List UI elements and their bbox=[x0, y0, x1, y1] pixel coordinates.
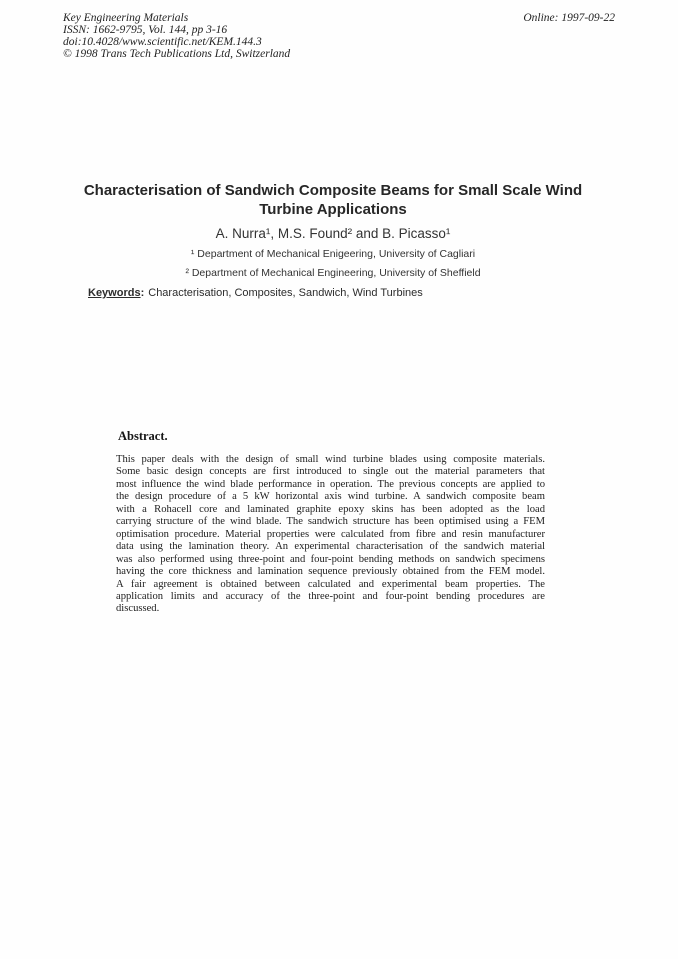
abstract-line: was also performed using three-point and four-point bending methods on sandwich specimens bbox=[116, 553, 545, 565]
abstract-heading: Abstract. bbox=[118, 429, 168, 443]
abstract-line: with a Rohacell core and laminated graphite epoxy skins has been adopted as the load bbox=[116, 503, 545, 515]
abstract-line: This paper deals with the design of small wind turbine blades using composite materials. bbox=[116, 454, 545, 465]
journal-title: Key Engineering Materials bbox=[63, 12, 189, 24]
journal-doi: doi:10.4028/www.scientific.net/KEM.144.3 bbox=[63, 35, 262, 48]
abstract-line: application limits and accuracy of the three-point and four-point bending procedures are bbox=[116, 590, 545, 602]
affiliation-1: ¹ Department of Mechanical Enigeering, University of Cagliari bbox=[190, 248, 476, 260]
abstract-line: carrying structure of the wind blade. The sandwich structure has been optimised using a FEM bbox=[116, 516, 545, 528]
journal-header bbox=[63, 13, 615, 61]
abstract-line: most influence the wind blade performance in operation. The previous concepts are applied to bbox=[116, 478, 545, 490]
paper-title-line1: Characterisation of Sandwich Composite Beams for Small Scale Wind bbox=[83, 182, 583, 199]
abstract-line: Some basic design concepts are first introduced to single out the material parameters that bbox=[116, 466, 545, 478]
abstract-line: discussed. bbox=[116, 603, 160, 615]
keywords-colon: : bbox=[140, 287, 145, 299]
keywords-label: Keywords bbox=[88, 287, 141, 299]
authors-line: A. Nurra¹, M.S. Found² and B. Picasso¹ bbox=[215, 226, 451, 241]
paper-title-line2: Turbine Applications bbox=[259, 200, 407, 218]
article-heading-block bbox=[63, 182, 603, 280]
journal-copyright: © 1998 Trans Tech Publications Ltd, Switzerland bbox=[63, 47, 291, 60]
abstract-line: optimisation procedure. Material properties were calculated from fibre and resin manufacturer bbox=[116, 528, 545, 540]
affiliation-2: ² Department of Mechanical Engineering, University of Sheffield bbox=[185, 267, 481, 279]
abstract-paragraph bbox=[116, 454, 545, 616]
keywords-row bbox=[88, 287, 423, 299]
abstract-line: having the core thickness and lamination sequence previously obtained from the FEM model. bbox=[116, 566, 545, 578]
journal-citation-block bbox=[63, 13, 290, 61]
abstract-line: A fair agreement is obtained between calculated and experimental beam properties. The bbox=[116, 578, 545, 590]
abstract-line: data using the lamination theory. An experimental characterisation of the sandwich material bbox=[116, 541, 545, 553]
abstract-line: the design procedure of a 5 kW horizontal axis wind turbine. A sandwich composite beam bbox=[116, 491, 545, 503]
paper-title bbox=[63, 182, 603, 219]
journal-issn-volume: ISSN: 1662-9795, Vol. 144, pp 3-16 bbox=[63, 23, 228, 36]
online-date: Online: 1997-09-22 bbox=[523, 12, 615, 24]
keywords-list: Characterisation, Composites, Sandwich, Wind Turbines bbox=[148, 287, 423, 299]
